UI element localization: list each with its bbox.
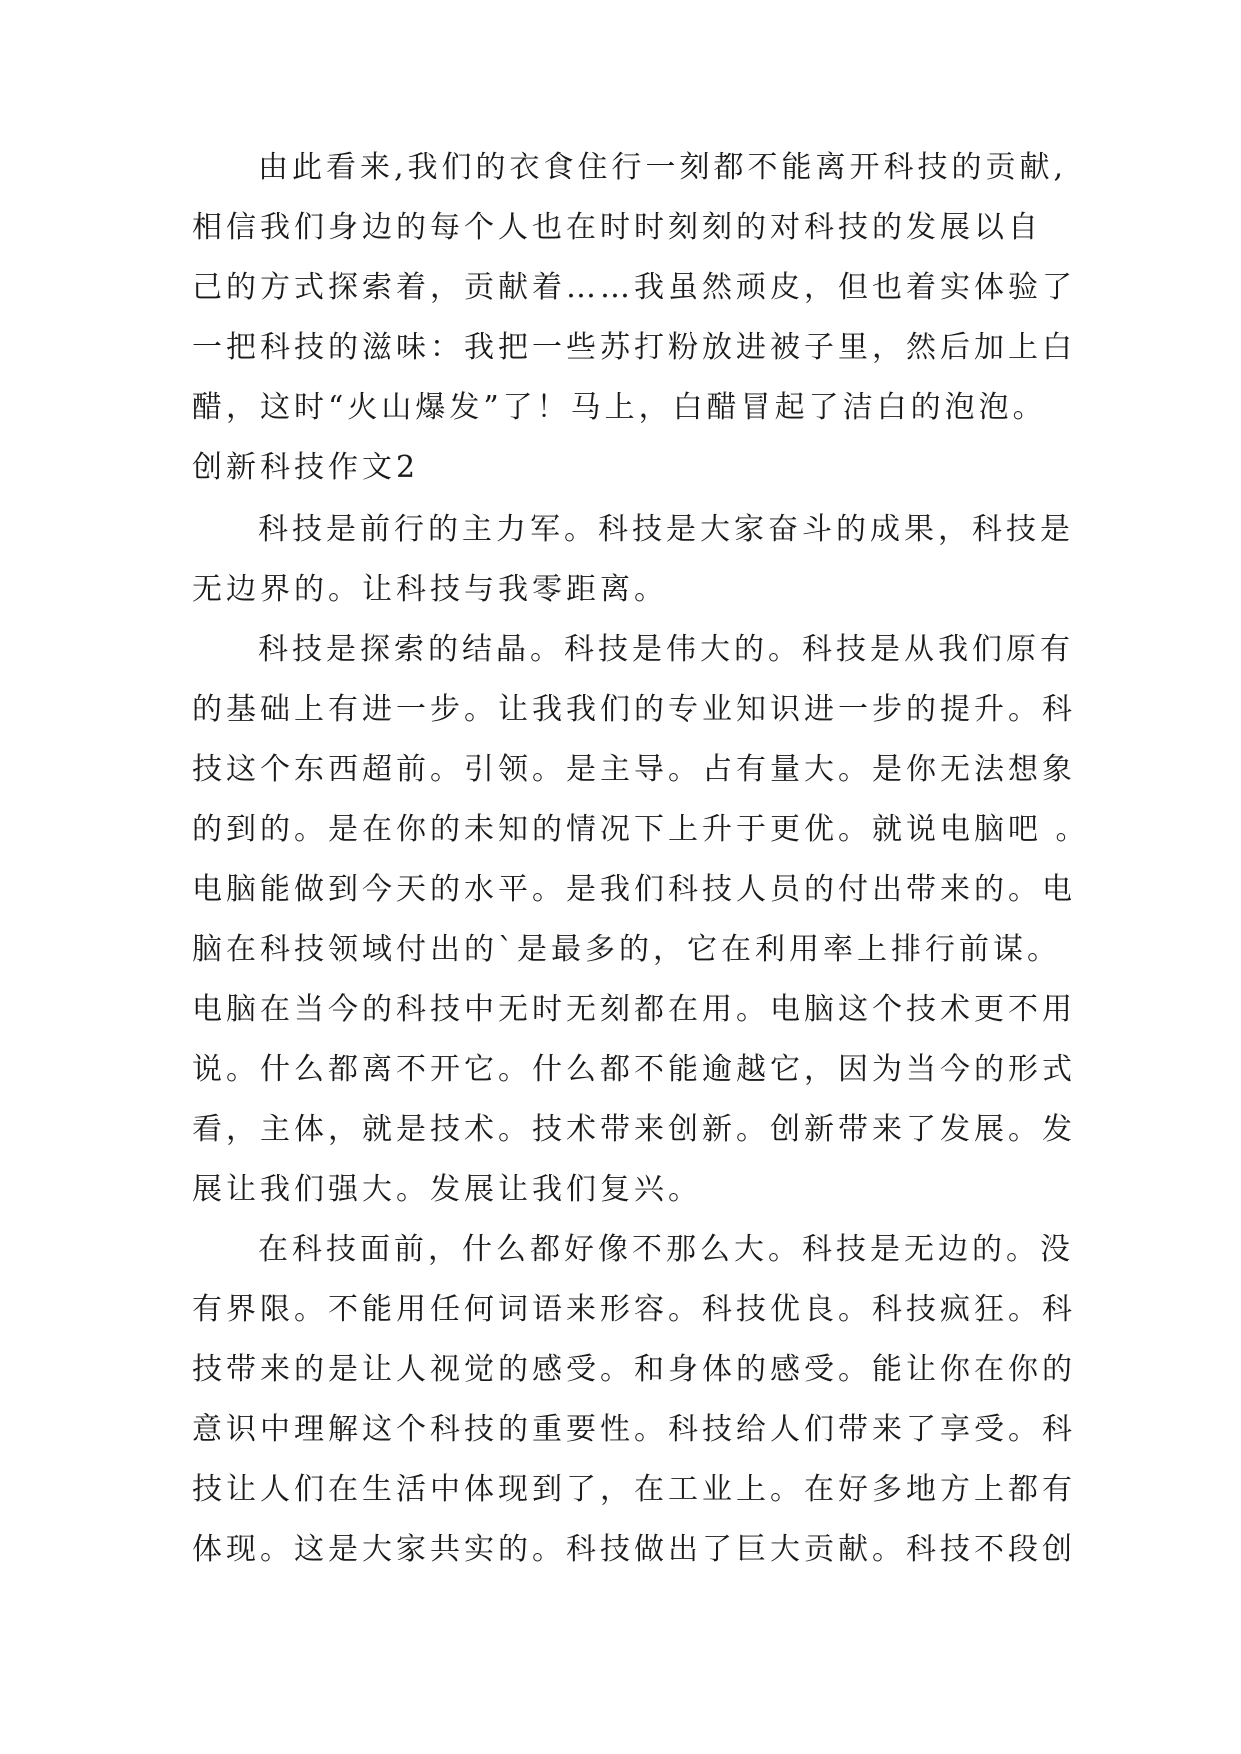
section-heading: 创新科技作文2	[192, 450, 420, 485]
text-line: 相信我们身边的每个人也在时时刻刻的对科技的发展以自	[192, 210, 1042, 245]
text-line: 科技是前行的主力军。科技是大家奋斗的成果，科技是	[258, 512, 1074, 547]
text-line: 展让我们强大。发展让我们复兴。	[192, 1172, 702, 1207]
text-line: 一把科技的滋味：我把一些苏打粉放进被子里，然后加上白	[192, 330, 1076, 365]
text-line: 醋，这时“火山爆发”了！马上，白醋冒起了洁白的泡泡。	[192, 390, 1047, 425]
text-line: 体现。这是大家共实的。科技做出了巨大贡献。科技不段创	[192, 1532, 1076, 1567]
text-line: 技让人们在生活中体现到了，在工业上。在好多地方上都有	[192, 1472, 1076, 1507]
text-line: 意识中理解这个科技的重要性。科技给人们带来了享受。科	[192, 1412, 1076, 1447]
text-line: 看，主体，就是技术。技术带来创新。创新带来了发展。发	[192, 1112, 1076, 1147]
text-line: 脑在科技领域付出的`是最多的，它在利用率上排行前谋。	[192, 932, 1061, 967]
text-line: 的到的。是在你的未知的情况下上升于更优。就说电脑吧 。	[192, 812, 1090, 847]
text-line: 的基础上有进一步。让我我们的专业知识进一步的提升。科	[192, 692, 1076, 727]
text-line: 有界限。不能用任何词语来形容。科技优良。科技疯狂。科	[192, 1292, 1076, 1327]
text-line: 科技是探索的结晶。科技是伟大的。科技是从我们原有	[258, 632, 1074, 667]
text-line: 无边界的。让科技与我零距离。	[192, 572, 668, 607]
text-line: 技带来的是让人视觉的感受。和身体的感受。能让你在你的	[192, 1352, 1076, 1387]
text-line: 由此看来,我们的衣食住行一刻都不能离开科技的贡献,	[258, 150, 1068, 185]
text-line: 技这个东西超前。引领。是主导。占有量大。是你无法想象	[192, 752, 1076, 787]
text-line: 说。什么都离不开它。什么都不能逾越它，因为当今的形式	[192, 1052, 1076, 1087]
text-line: 在科技面前，什么都好像不那么大。科技是无边的。没	[258, 1232, 1074, 1267]
text-line: 电脑在当今的科技中无时无刻都在用。电脑这个技术更不用	[192, 992, 1076, 1027]
text-line: 电脑能做到今天的水平。是我们科技人员的付出带来的。电	[192, 872, 1076, 907]
text-line: 己的方式探索着，贡献着……我虽然顽皮，但也着实体验了	[192, 270, 1076, 305]
